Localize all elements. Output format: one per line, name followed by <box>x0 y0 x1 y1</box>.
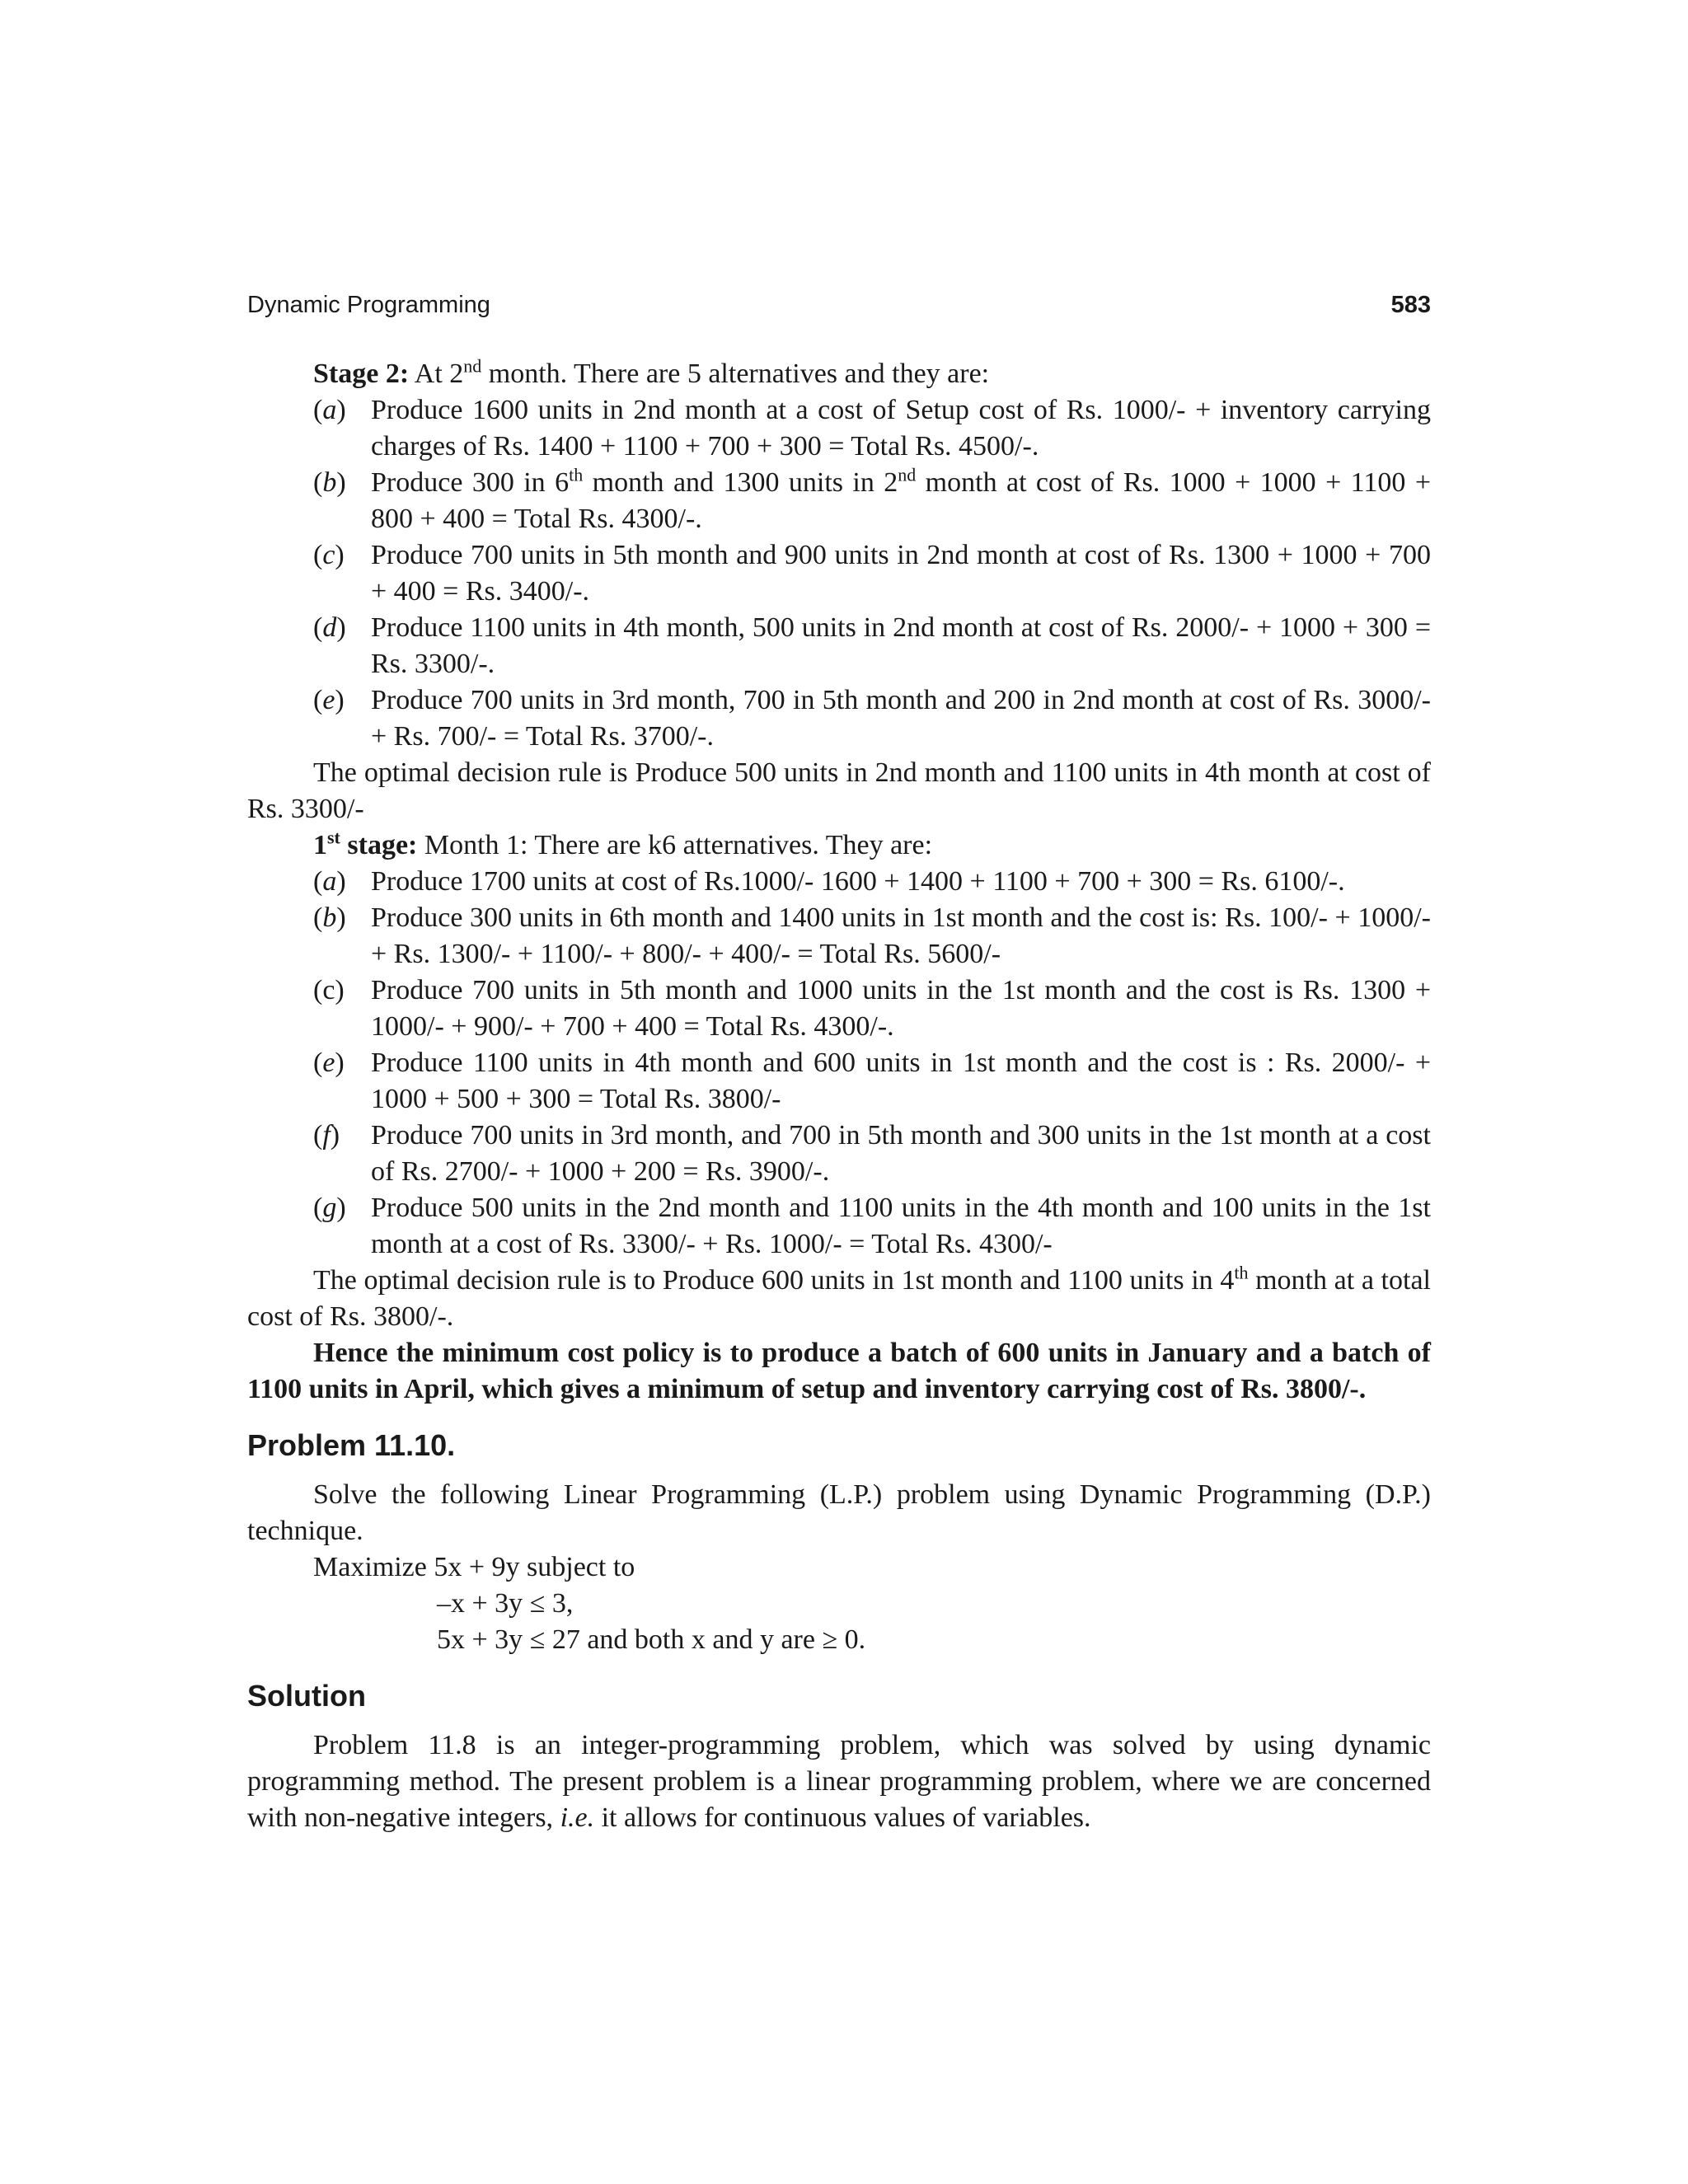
stage2-intro <box>247 356 1431 392</box>
item-label: (c) <box>313 540 345 570</box>
stage1-item-e <box>313 1045 1431 1118</box>
item-text: Produce 1700 units at cost of Rs.1000/- 1600 + 1400 + 1100 + 700 + 300 = Rs. 6100/-. <box>371 866 1345 897</box>
problem-constraint-2: 5x + 3y ≤ 27 and both x and y are ≥ 0. <box>437 1624 866 1655</box>
problem-statement: Solve the following Linear Programming (L.P.) problem using Dynamic Programming (D.P.) technique. <box>247 1479 1431 1546</box>
stage2-item-d <box>313 610 1431 682</box>
page-number: 583 <box>1390 292 1431 318</box>
item-text: Produce 700 units in 5th month and 900 units in 2nd month at cost of Rs. 1300 + 1000 + 700 + 400 = Rs. 3400/-. <box>371 540 1431 607</box>
stage1-intro-text: Month 1: There are k6 atternatives. They are: <box>417 830 933 860</box>
stage2-item-e <box>313 682 1431 755</box>
problem-heading: Problem 11.10. <box>247 1428 456 1462</box>
item-label: (f) <box>313 1120 340 1151</box>
problem-objective: Maximize 5x + 9y subject to <box>313 1552 635 1582</box>
stage1-item-f <box>313 1118 1431 1190</box>
stage1-intro <box>247 827 1431 864</box>
stage1-label: 1st stage: <box>313 827 418 860</box>
item-text: Produce 1600 units in 2nd month at a cost of Setup cost of Rs. 1000/- + inventory carrying charges of Rs. 1400 + 1100 + 700 + 300 = Total Rs. 4500/-. <box>371 395 1431 462</box>
item-label: (b) <box>313 902 346 933</box>
stage2-label: Stage 2: <box>313 359 410 389</box>
item-text: Produce 500 units in the 2nd month and 1100 units in the 4th month and 100 units in the 1st month at a cost of Rs. 3300/- + Rs. 1000/- = Total Rs. 4300/- <box>371 1193 1431 1259</box>
item-label: (a) <box>313 866 346 897</box>
stage2-item-a <box>313 392 1431 465</box>
item-text: Produce 700 units in 3rd month, 700 in 5th month and 200 in 2nd month at cost of Rs. 3000/- + Rs. 700/- = Total Rs. 3700/-. <box>371 685 1431 752</box>
item-text: Produce 300 units in 6th month and 1400 units in 1st month and the cost is: Rs. 100/- + 1000/- + Rs. 1300/- + 1100/- + 800/- + 400/- = Total Rs. 5600/- <box>371 902 1431 969</box>
item-label: (a) <box>313 395 346 425</box>
item-text: Produce 300 in 6th month and 1300 units in 2nd month at cost of Rs. 1000 + 1000 + 1100 + 800 + 400 = Total Rs. 4300/-. <box>371 464 1431 534</box>
item-label: (g) <box>313 1193 346 1223</box>
page-body <box>247 356 1431 1836</box>
item-label: (d) <box>313 612 346 643</box>
stage2-item-b <box>313 465 1431 537</box>
stage2-intro-text-end: month. There are 5 alternatives and they are: <box>481 359 990 389</box>
stage1-item-g <box>313 1190 1431 1263</box>
stage1-decision-rule: The optimal decision rule is to Produce 600 units in 1st month and 1100 units in 4th month at a total cost of Rs. 3800/-. <box>247 1262 1431 1332</box>
item-text: Produce 700 units in 3rd month, and 700 in 5th month and 300 units in the 1st month at a cost of Rs. 2700/- + 1000 + 200 = Rs. 3900/-. <box>371 1120 1431 1187</box>
stage1-item-b <box>313 900 1431 972</box>
stage2-intro-text: At 2 <box>414 359 464 389</box>
solution-heading: Solution <box>247 1679 366 1713</box>
stage2-intro-sup: nd <box>463 355 482 377</box>
stage1-item-a <box>313 864 1431 900</box>
stage2-item-c <box>313 537 1431 610</box>
item-label: (b) <box>313 467 346 498</box>
running-head <box>247 292 1431 325</box>
item-label: (c) <box>313 975 345 1005</box>
section-title: Dynamic Programming <box>247 292 490 318</box>
item-text: Produce 700 units in 5th month and 1000 units in the 1st month and the cost is Rs. 1300 + 1000/- + 900/- + 700 + 400 = Total Rs. 4300/-. <box>371 975 1431 1042</box>
item-label: (e) <box>313 685 345 715</box>
item-label: (e) <box>313 1047 345 1078</box>
solution-text: Problem 11.8 is an integer-programming problem, which was solved by using dynamic programming method. The present problem is a linear programming problem, where we are concerned with non-negative integers, i.e. it allows for continuous values of variables. <box>247 1730 1431 1833</box>
item-text: Produce 1100 units in 4th month, 500 units in 2nd month at cost of Rs. 2000/- + 1000 + 300 = Rs. 3300/-. <box>371 612 1431 679</box>
item-text: Produce 1100 units in 4th month and 600 units in 1st month and the cost is : Rs. 2000/- + 1000 + 500 + 300 = Total Rs. 3800/- <box>371 1047 1431 1114</box>
stage1-item-c <box>313 972 1431 1045</box>
conclusion: Hence the minimum cost policy is to produce a batch of 600 units in January and a batch of 1100 units in April, which gives a minimum of setup and inventory carrying cost of Rs. 3800/-. <box>247 1338 1431 1404</box>
problem-constraint-1: –x + 3y ≤ 3, <box>437 1588 574 1619</box>
stage2-decision-rule: The optimal decision rule is Produce 500 units in 2nd month and 1100 units in 4th month at cost of Rs. 3300/- <box>247 757 1431 824</box>
